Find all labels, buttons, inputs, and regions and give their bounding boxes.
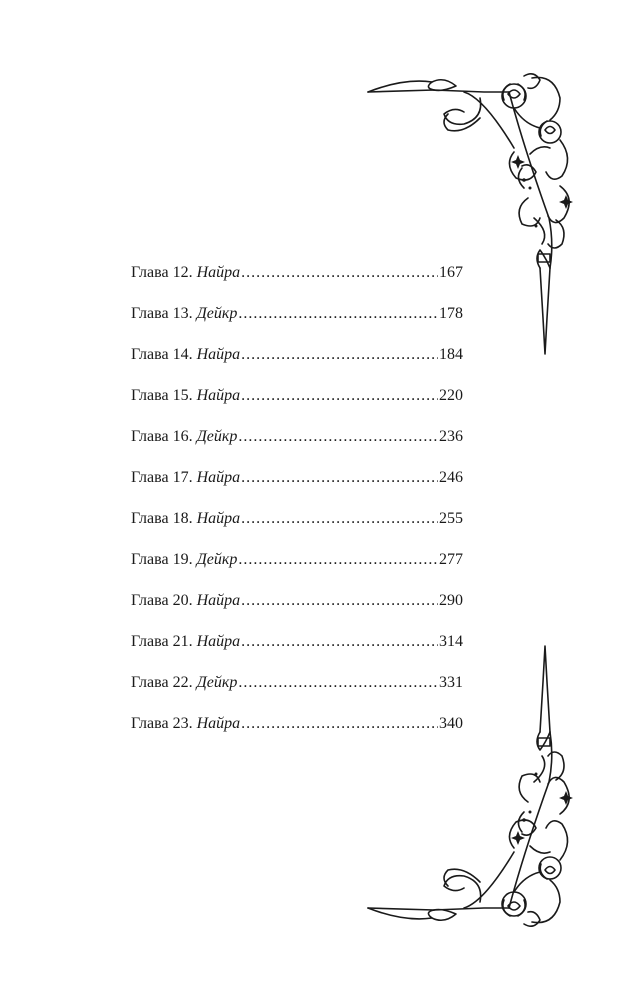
toc-entry [131,504,463,545]
chapter-label: Глава 15. [131,387,193,404]
page-number: 236 [439,428,463,445]
page-number: 246 [439,469,463,486]
chapter-label: Глава 23. [131,715,193,732]
toc-entry [131,258,463,299]
chapter-narrator: Найра [196,592,241,609]
page-number: 331 [439,674,463,691]
chapter-label: Глава 17. [131,469,193,486]
chapter-label: Глава 19. [131,551,193,568]
dot-leader [241,258,438,288]
dot-leader [238,422,438,452]
dot-leader [241,381,438,411]
toc-entry [131,586,463,627]
page-number: 314 [439,633,463,650]
dot-leader [241,463,438,493]
toc-entry [131,381,463,422]
dot-leader [241,504,438,534]
chapter-narrator: Найра [196,715,241,732]
chapter-label: Глава 18. [131,510,193,527]
dot-leader [238,545,438,575]
chapter-narrator: Дейкр [196,674,238,691]
dot-leader [238,299,438,329]
page-number: 220 [439,387,463,404]
chapter-narrator: Найра [196,633,241,650]
chapter-label: Глава 16. [131,428,193,445]
toc-entry [131,299,463,340]
chapter-label: Глава 22. [131,674,193,691]
chapter-label: Глава 13. [131,305,193,322]
chapter-narrator: Дейкр [196,305,238,322]
dot-leader [241,586,438,616]
toc-entry [131,340,463,381]
chapter-narrator: Дейкр [196,428,238,445]
chapter-narrator: Найра [196,469,241,486]
chapter-narrator: Найра [196,264,241,281]
toc-entry [131,422,463,463]
chapter-label: Глава 21. [131,633,193,650]
chapter-label: Глава 20. [131,592,193,609]
page-number: 167 [439,264,463,281]
chapter-label: Глава 12. [131,264,193,281]
dot-leader [241,340,438,370]
chapter-narrator: Найра [196,510,241,527]
chapter-narrator: Дейкр [196,551,238,568]
toc-entry [131,463,463,504]
chapter-label: Глава 14. [131,346,193,363]
page-number: 178 [439,305,463,322]
page-number: 255 [439,510,463,527]
page-number: 277 [439,551,463,568]
floral-corner-ornament-bottom-icon [364,642,584,932]
page-number: 290 [439,592,463,609]
page-number: 340 [439,715,463,732]
page-number: 184 [439,346,463,363]
toc-entry [131,545,463,586]
chapter-narrator: Найра [196,387,241,404]
chapter-narrator: Найра [196,346,241,363]
